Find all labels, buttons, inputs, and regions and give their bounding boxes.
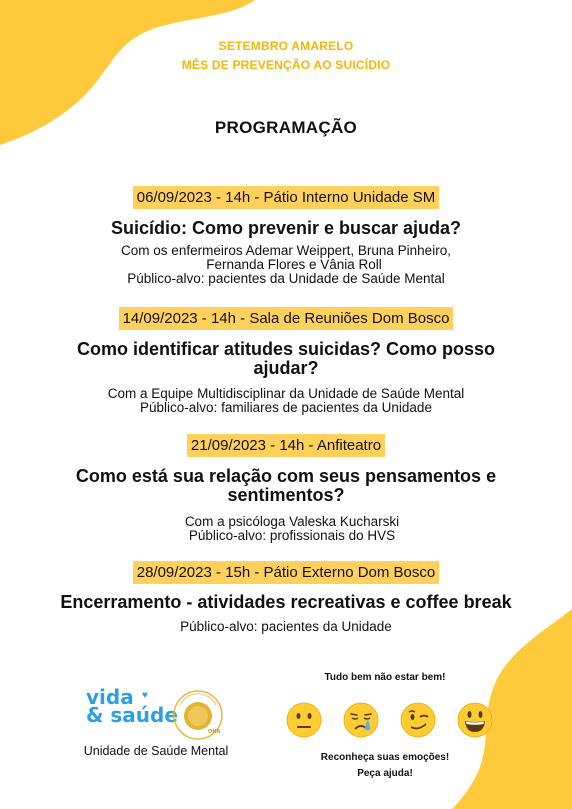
page-title: PROGRAMAÇÃO [214, 118, 358, 137]
event-date: 14/09/2023 - 14h - Sala de Reuniões Dom Bosco [119, 307, 454, 330]
event-date: 06/09/2023 - 14h - Pátio Interno Unidade SM [133, 186, 440, 209]
campaign-name: SETEMBRO AMARELO [218, 39, 354, 53]
neutral-face-icon [286, 702, 322, 738]
event-2 [0, 307, 572, 415]
support-message: Tudo bem não estar bem! [324, 672, 446, 683]
event-details [0, 620, 572, 634]
winking-face-icon [400, 702, 436, 738]
event-3 [0, 434, 572, 543]
call-to-action [290, 750, 480, 782]
vida-saude-logo [86, 685, 251, 738]
crying-face-icon [343, 702, 379, 738]
event-detail-line: Público-alvo: pacientes da Unidade de Saúde Mental [127, 271, 445, 286]
cta-line-2: Peça ajuda! [357, 768, 413, 779]
event-details [0, 387, 572, 415]
unit-caption: Unidade de Saúde Mental [83, 744, 229, 758]
campaign-header [0, 37, 572, 75]
event-1 [0, 186, 572, 286]
heart-icon: ♥ [142, 690, 148, 701]
event-detail-line: Com os enfermeiros Ademar Weippert, Bruna Pinheiro, [121, 243, 451, 258]
logo-line-2: & saúde [86, 703, 178, 727]
campaign-subtitle: MÊS DE PREVENÇÃO AO SUICÍDIO [181, 58, 391, 72]
event-detail-line: Fernanda Flores e Vânia Roll [206, 257, 382, 272]
logo-line-1: vida [86, 685, 134, 709]
event-detail-line: Público-alvo: familiares de pacientes da Unidade [140, 400, 432, 415]
event-detail-line: Com a Equipe Multidisciplinar da Unidade de Saúde Mental [107, 386, 465, 401]
cta-line-1: Reconheça suas emoções! [320, 752, 450, 763]
event-title: Como está sua relação com seus pensamentos e sentimentos? [75, 466, 497, 505]
svg-text:ONA: ONA [208, 729, 221, 735]
event-4 [0, 561, 572, 634]
event-details [0, 515, 572, 543]
event-title: Encerramento - atividades recreativas e coffee break [60, 592, 512, 612]
event-details [0, 244, 572, 286]
ona-seal-icon [172, 689, 224, 741]
event-date: 21/09/2023 - 14h - Anfiteatro [187, 434, 385, 457]
event-detail-line: Com a psicóloga Valeska Kucharski [184, 514, 400, 529]
grinning-face-icon [457, 702, 493, 738]
emoji-row [283, 702, 503, 738]
logo-wordmark [86, 685, 178, 727]
event-title: Suicídio: Como prevenir e buscar ajuda? [110, 218, 462, 238]
event-date: 28/09/2023 - 15h - Pátio Externo Dom Bosco [133, 561, 440, 584]
event-title: Como identificar atitudes suicidas? Como posso ajudar? [76, 339, 496, 378]
event-detail-line: Público-alvo: profissionais do HVS [188, 528, 396, 543]
event-detail-line: Público-alvo: pacientes da Unidade [180, 619, 392, 634]
